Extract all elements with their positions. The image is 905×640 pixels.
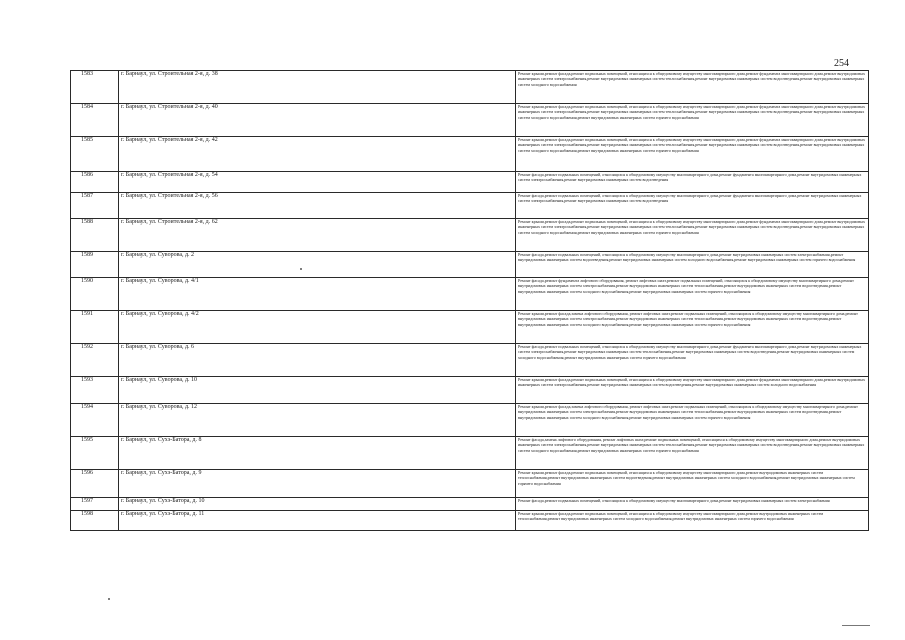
address-cell: г. Барнаул, ул. Сухэ-Батора, д. 9 [119, 470, 516, 498]
repair-works-cell: Ремонт крыши,ремонт фасада,ремонт подвальных помещений, относящихся к общедомовому имуществу многоквартирного дома,ремонт внутридомовых инженерных систем теплоснабжения,ремонт внутридомовых инженерных систем холодного водоснабжения,ремонт внутридомовых инженерных систем горячего водоснабжения [516, 511, 869, 531]
table-row [71, 172, 869, 193]
address-cell: г. Барнаул, ул. Сухэ-Батора, д. 11 [119, 511, 516, 531]
row-number-cell: 1594 [71, 404, 119, 437]
repair-works-cell: Ремонт крыши,ремонт фасада,ремонт подвальных помещений, относящихся к общедомовому имуществу многоквартирного дома,ремонт фундамента многоквартирного дома,ремонт внутридомовых инженерных систем электроснабжения,ремонт внутридомовых инженерных систем водоотведения,ремонт внутридомовых инженерных систем холодного водоснабжения [516, 377, 869, 404]
table-row [71, 470, 869, 498]
address-cell: г. Барнаул, ул. Суворова, д. 6 [119, 344, 516, 377]
table-row [71, 377, 869, 404]
table-row [71, 104, 869, 137]
address-cell: г. Барнаул, ул. Строительная 2-я, д. 54 [119, 172, 516, 193]
address-cell: г. Барнаул, ул. Суворова, д. 4/2 [119, 311, 516, 344]
row-number-cell: 1593 [71, 377, 119, 404]
table-row [71, 404, 869, 437]
repair-works-cell: Ремонт фасада,ремонт подвальных помещений, относящихся к общедомовому имуществу многоквартирного дома,ремонт фундамента многоквартирного дома,ремонт внутридомовых инженерных систем электроснабжения,ремонт внутридомовых инженерных систем теплоснабжения,ремонт внутридомовых инженерных систем водоотведения,ремонт внутридомовых инженерных систем холодного водоснабжения,ремонт внутридомовых инженерных систем горячего водоснабжения [516, 344, 869, 377]
table-row [71, 219, 869, 252]
address-cell: г. Барнаул, ул. Сухэ-Батора, д. 10 [119, 498, 516, 511]
address-cell: г. Барнаул, ул. Строительная 2-я, д. 40 [119, 104, 516, 137]
row-number-cell: 1597 [71, 498, 119, 511]
table-body [71, 71, 869, 531]
row-number-cell: 1591 [71, 311, 119, 344]
table-row [71, 193, 869, 219]
footer-rule [842, 625, 870, 626]
table-row [71, 498, 869, 511]
repair-works-cell: Ремонт крыши,ремонт фасада,замена лифтового оборудования, ремонт лифтовых шахт,ремонт подвальных помещений, относящихся к общедомовому имуществу многоквартирного дома,ремонт внутридомовых инженерных систем электроснабжения,ремонт внутридомовых инженерных систем теплоснабжения,ремонт внутридомовых инженерных систем водоотведения,ремонт внутридомовых инженерных систем холодного водоснабжения,ремонт внутридомовых инженерных систем горячего водоснабжения [516, 311, 869, 344]
scan-speck [108, 598, 110, 600]
row-number-cell: 1587 [71, 193, 119, 219]
repair-works-cell: Ремонт фасада,замена лифтового оборудования, ремонт лифтовых шахт,ремонт подвальных помещений, относящихся к общедомовому имуществу многоквартирного дома,ремонт внутридомовых инженерных систем электроснабжения,ремонт внутридомовых инженерных систем теплоснабжения,ремонт внутридомовых инженерных систем водоотведения,ремонт внутридомовых инженерных систем холодного водоснабжения,ремонт внутридомовых инженерных систем горячего водоснабжения [516, 437, 869, 470]
table-row [71, 137, 869, 172]
address-cell: г. Барнаул, ул. Суворова, д. 12 [119, 404, 516, 437]
repair-works-cell: Ремонт крыши,ремонт фасада,замена лифтового оборудования, ремонт лифтовых шахт,ремонт подвальных помещений, относящихся к общедомовому имуществу многоквартирного дома,ремонт внутридомовых инженерных систем электроснабжения,ремонт внутридомовых инженерных систем теплоснабжения,ремонт внутридомовых инженерных систем водоотведения,ремонт внутридомовых инженерных систем холодного водоснабжения,ремонт внутридомовых инженерных систем горячего водоснабжения [516, 404, 869, 437]
table-row [71, 511, 869, 531]
row-number-cell: 1588 [71, 219, 119, 252]
repair-works-cell: Ремонт фасада,ремонт подвальных помещений, относящихся к общедомовому имуществу многоквартирного дома,ремонт внутридомовых инженерных систем электроснабжения,ремонт внутридомовых инженерных систем водоотведения,ремонт внутридомовых инженерных систем холодного водоснабжения,ремонт внутридомовых инженерных систем горячего водоснабжения [516, 252, 869, 278]
page-number: 254 [834, 58, 849, 69]
row-number-cell: 1586 [71, 172, 119, 193]
address-cell: г. Барнаул, ул. Суворова, д. 4/1 [119, 278, 516, 311]
table-row [71, 252, 869, 278]
row-number-cell: 1584 [71, 104, 119, 137]
address-cell: г. Барнаул, ул. Строительная 2-я, д. 38 [119, 71, 516, 104]
row-number-cell: 1583 [71, 71, 119, 104]
row-number-cell: 1592 [71, 344, 119, 377]
table-row [71, 437, 869, 470]
table-row [71, 278, 869, 311]
row-number-cell: 1590 [71, 278, 119, 311]
repair-works-cell: Ремонт фасада,ремонт подвальных помещений, относящихся к общедомовому имуществу многоквартирного дома,ремонт фундамента многоквартирного дома,ремонт внутридомовых инженерных систем электроснабжения,ремонт внутридомовых инженерных систем водоотведения [516, 193, 869, 219]
repair-works-cell: Ремонт фасада,ремонт фундамента лифтового оборудования, ремонт лифтовых шахт,ремонт подвальных помещений, относящихся к общедомовому имуществу многоквартирного дома,ремонт внутридомовых инженерных систем электроснабжения,ремонт внутридомовых инженерных систем теплоснабжения,ремонт внутридомовых инженерных систем водоотведения,ремонт внутридомовых инженерных систем холодного водоснабжения,ремонт внутридомовых инженерных систем горячего водоснабжения [516, 278, 869, 311]
address-cell: г. Барнаул, ул. Строительная 2-я, д. 42 [119, 137, 516, 172]
address-cell: г. Барнаул, ул. Строительная 2-я, д. 56 [119, 193, 516, 219]
repair-program-table [70, 70, 869, 531]
address-cell: г. Барнаул, ул. Строительная 2-я, д. 62 [119, 219, 516, 252]
repair-works-cell: Ремонт фасада,ремонт подвальных помещений, относящихся к общедомовому имуществу многоквартирного дома,ремонт внутридомовых инженерных систем электроснабжения [516, 498, 869, 511]
row-number-cell: 1598 [71, 511, 119, 531]
repair-works-cell: Ремонт крыши,ремонт фасада,ремонт подвальных помещений, относящихся к общедомовому имуществу многоквартирного дома,ремонт фундамента многоквартирного дома,ремонт внутридомовых инженерных систем электроснабжения,ремонт внутридомовых инженерных систем теплоснабжения,ремонт внутридомовых инженерных систем водоотведения,ремонт внутридомовых инженерных систем холодного водоснабжения,ремонт внутридомовых инженерных систем горячего водоснабжения [516, 137, 869, 172]
table-row [71, 344, 869, 377]
scan-speck [300, 268, 302, 270]
repair-works-cell: Ремонт крыши,ремонт фасада,ремонт подвальных помещений, относящихся к общедомовому имуществу многоквартирного дома,ремонт фундамента многоквартирного дома,ремонт внутридомовых инженерных систем электроснабжения,ремонт внутридомовых инженерных систем теплоснабжения,ремонт внутридомовых инженерных систем водоотведения,ремонт внутридомовых инженерных систем холодного водоснабжения,ремонт внутридомовых инженерных систем горячего водоснабжения [516, 219, 869, 252]
table-row [71, 311, 869, 344]
address-cell: г. Барнаул, ул. Суворова, д. 10 [119, 377, 516, 404]
address-cell: г. Барнаул, ул. Сухэ-Батора, д. 8 [119, 437, 516, 470]
address-cell: г. Барнаул, ул. Суворова, д. 2 [119, 252, 516, 278]
row-number-cell: 1589 [71, 252, 119, 278]
repair-works-cell: Ремонт крыши,ремонт фасада,ремонт подвальных помещений, относящихся к общедомовому имуществу многоквартирного дома,ремонт фундамента многоквартирного дома,ремонт внутридомовых инженерных систем электроснабжения,ремонт внутридомовых инженерных систем теплоснабжения,ремонт внутридомовых инженерных систем водоотведения,ремонт внутридомовых инженерных систем холодного водоснабжения,ремонт внутридомовых инженерных систем горячего водоснабжения [516, 104, 869, 137]
table-row [71, 71, 869, 104]
repair-works-cell: Ремонт крыши,ремонт фасада,ремонт подвальных помещений, относящихся к общедомовому имуществу многоквартирного дома,ремонт фундамента многоквартирного дома,ремонт внутридомовых инженерных систем электроснабжения,ремонт внутридомовых инженерных систем теплоснабжения,ремонт внутридомовых инженерных систем водоотведения,ремонт внутридомовых инженерных систем холодного водоснабжения [516, 71, 869, 104]
row-number-cell: 1585 [71, 137, 119, 172]
row-number-cell: 1595 [71, 437, 119, 470]
repair-works-cell: Ремонт крыши,ремонт фасада,ремонт подвальных помещений, относящихся к общедомовому имуществу многоквартирного дома,ремонт внутридомовых инженерных систем теплоснабжения,ремонт внутридомовых инженерных систем водоотведения,ремонт внутридомовых инженерных систем холодного водоснабжения,ремонт внутридомовых инженерных систем горячего водоснабжения [516, 470, 869, 498]
repair-works-cell: Ремонт фасада,ремонт подвальных помещений, относящихся к общедомовому имуществу многоквартирного дома,ремонт фундамента многоквартирного дома,ремонт внутридомовых инженерных систем электроснабжения,ремонт внутридомовых инженерных систем водоотведения [516, 172, 869, 193]
row-number-cell: 1596 [71, 470, 119, 498]
